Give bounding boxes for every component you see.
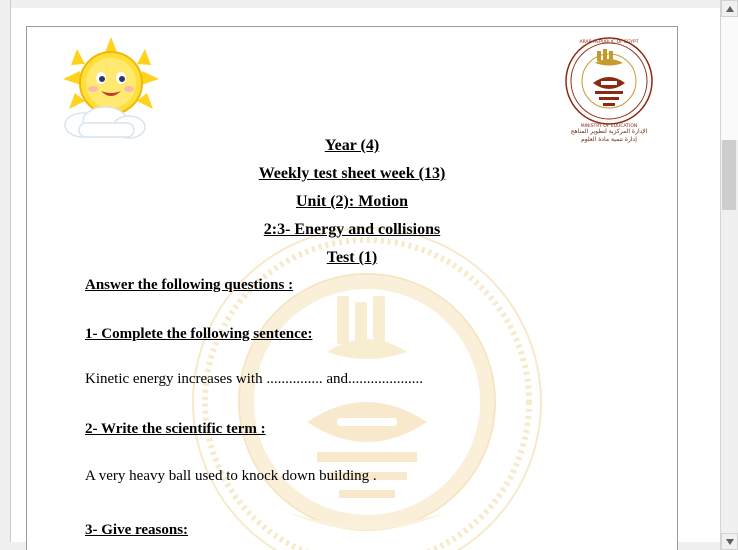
chevron-down-icon [726,539,734,545]
heading-unit [27,193,677,211]
logo-caption-line2: إدارة تنمية مادة العلوم [581,135,637,143]
heading-year [27,137,677,155]
heading-unit-text: Unit (2): Motion [296,193,408,210]
scroll-down-button[interactable] [721,533,738,550]
svg-text:ARAB REPUBLIC OF EGYPT: ARAB REPUBLIC OF EGYPT [579,40,639,45]
scroll-up-button[interactable] [721,0,738,17]
chevron-up-icon [726,6,734,12]
question-1-body: Kinetic energy increases with ............... and.................... [85,371,423,387]
heading-weekly-test [27,165,677,183]
scrollbar-thumb[interactable] [722,140,736,210]
heading-topic [27,221,677,239]
question-2-title: 2- Write the scientific term : [85,421,266,437]
scrollbar-track-upper[interactable] [721,17,738,140]
svg-text:MINISTRY OF EDUCATION: MINISTRY OF EDUCATION [580,124,638,129]
window-frame-left [0,0,11,550]
document-body [27,27,677,550]
logo-caption-line1: الإدارة المركزية لتطوير المناهج [570,128,648,135]
window-frame-top [0,0,738,8]
heading-test-number [27,249,677,267]
instruction-line: Answer the following questions : [85,277,294,293]
vertical-scrollbar[interactable] [720,0,738,550]
heading-topic-text: 2:3- Energy and collisions [263,221,441,238]
question-3-title: 3- Give reasons: [85,522,189,538]
heading-test-number-text: Test (1) [326,249,378,266]
question-1-title: 1- Complete the following sentence: [85,326,313,342]
document-page [26,26,678,550]
heading-weekly-test-text: Weekly test sheet week (13) [258,165,446,182]
heading-year-text: Year (4) [324,137,380,154]
question-2-body: A very heavy ball used to knock down building . [85,468,377,484]
